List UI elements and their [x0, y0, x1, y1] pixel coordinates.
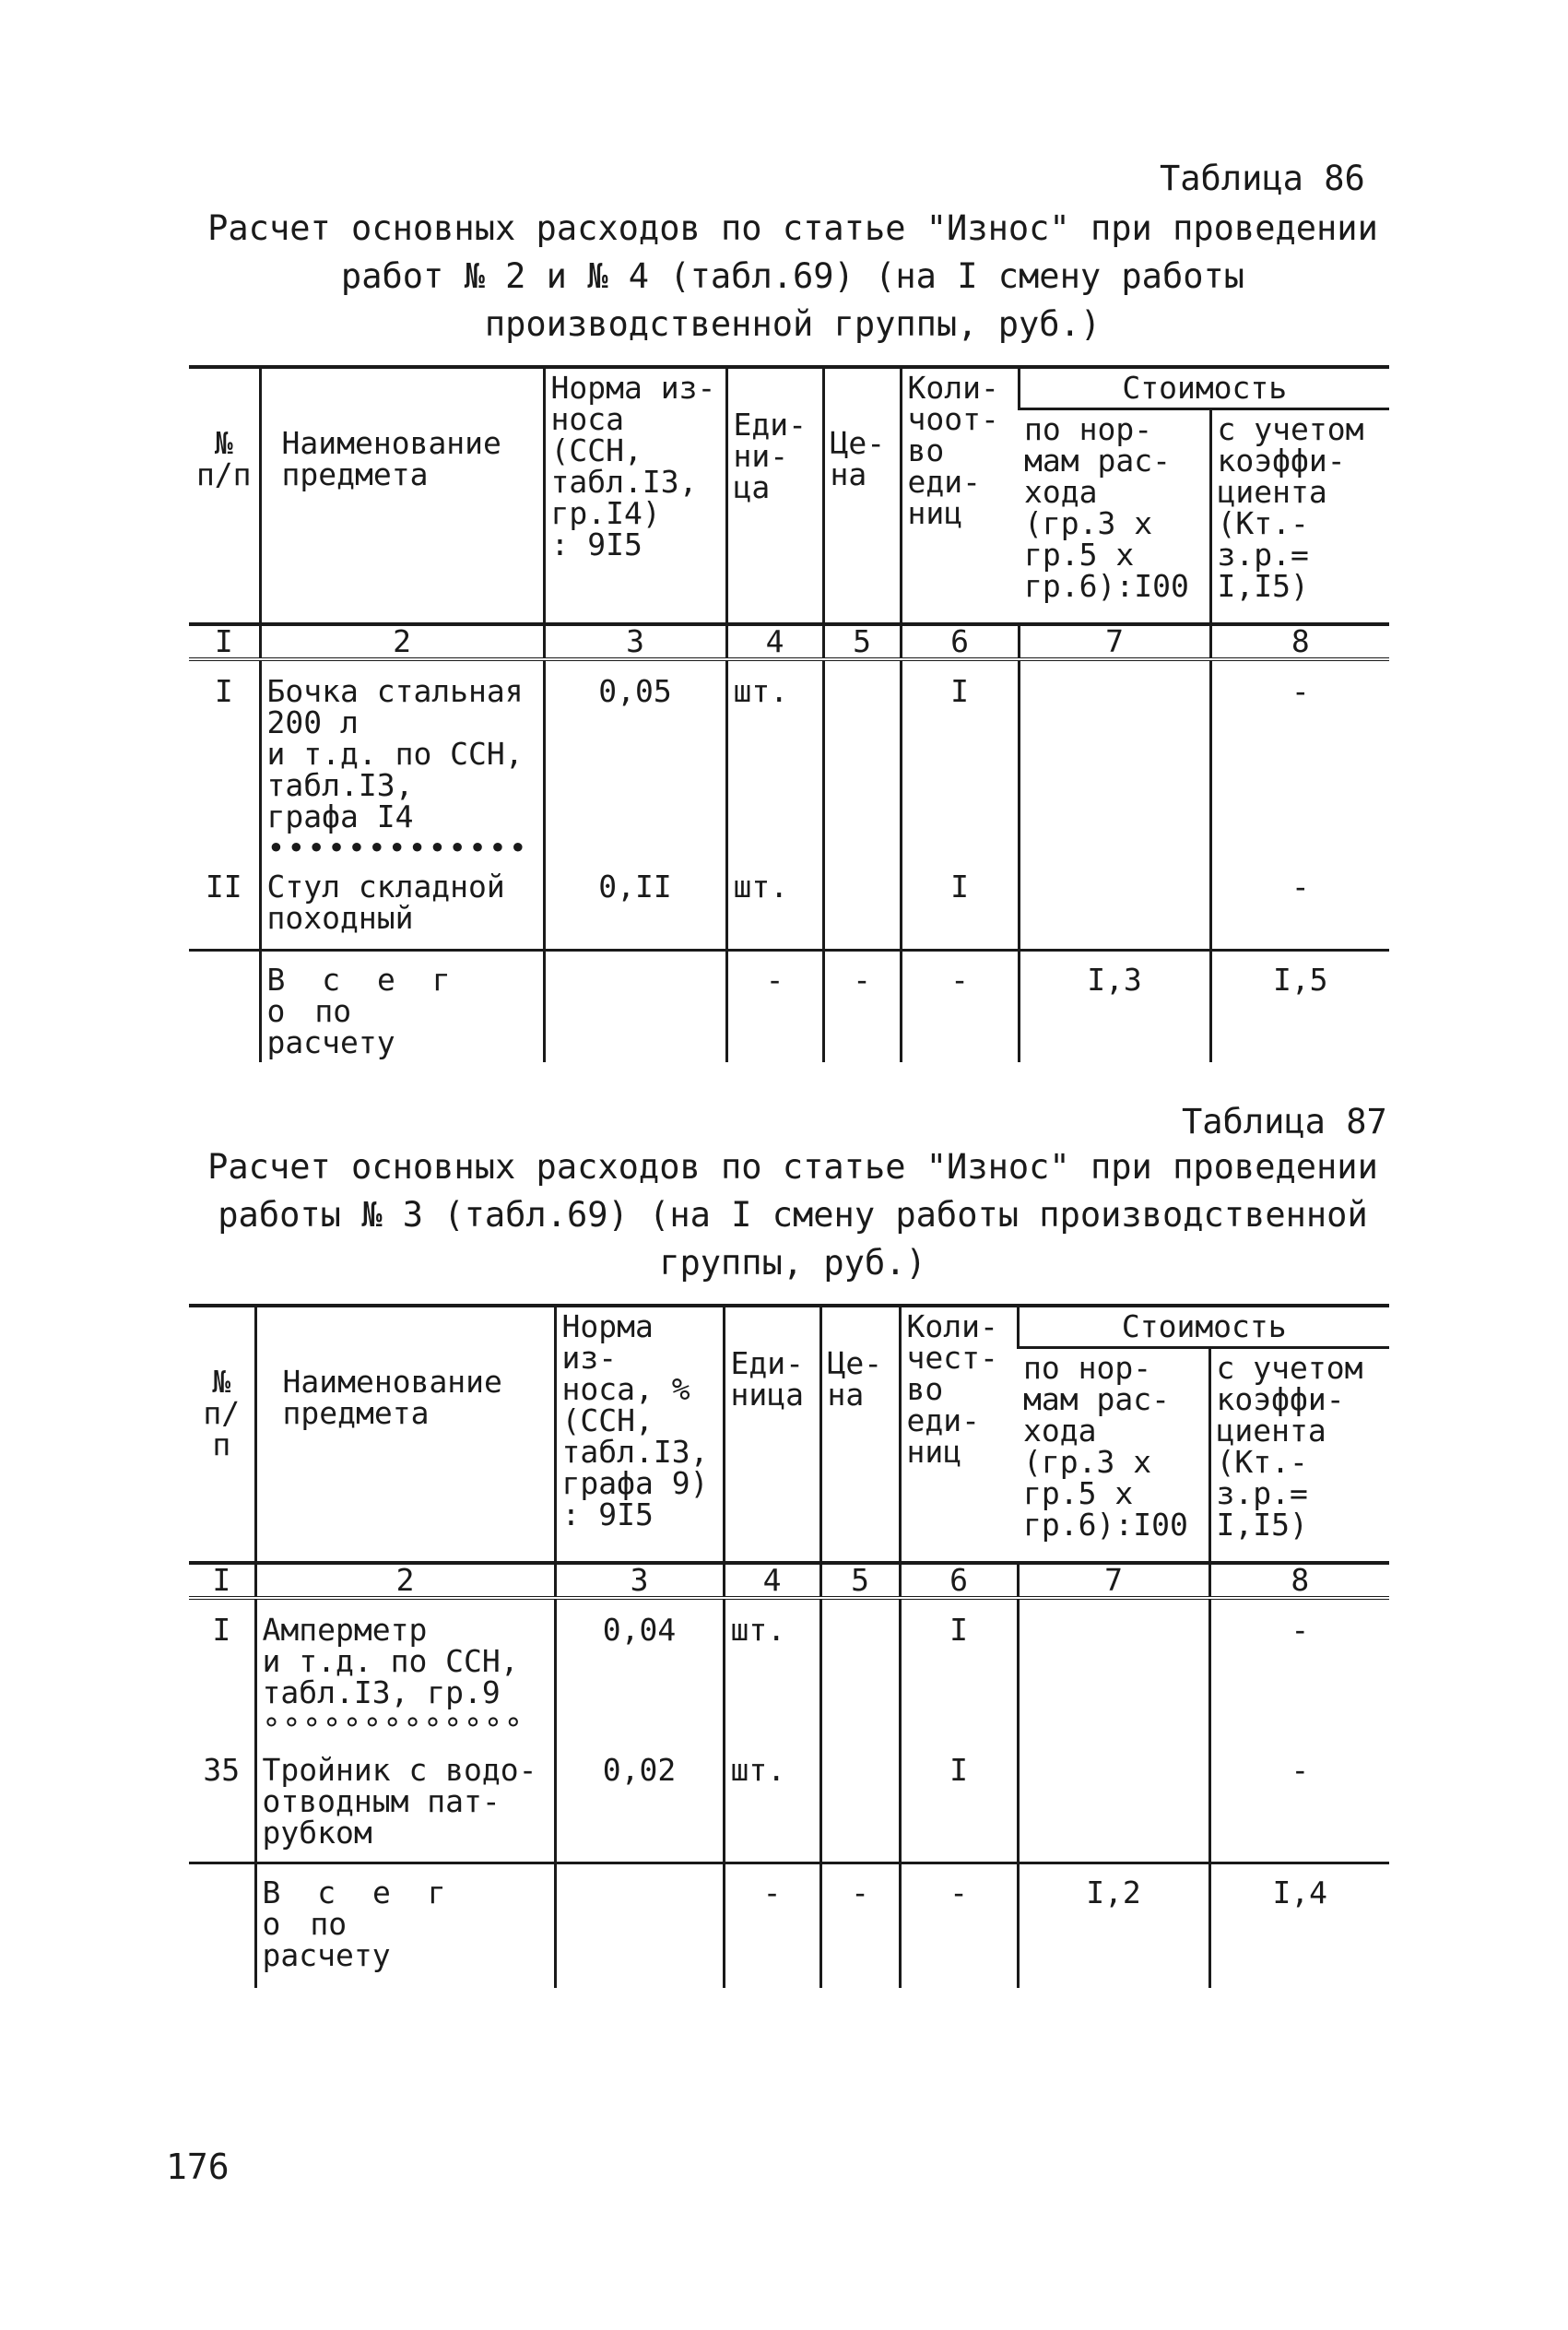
- table86: [189, 365, 1389, 1062]
- header-qty: Коли- чест- во еди- ниц: [900, 1306, 1018, 1563]
- table87: [189, 1304, 1389, 1988]
- row-price: [823, 868, 901, 951]
- row-price: [823, 659, 901, 868]
- row-qty: I: [901, 868, 1019, 951]
- row-norm: 0,05: [544, 659, 726, 868]
- row-cost-coef: -: [1210, 659, 1389, 868]
- header-cost-norm: по нор- мам рас- хода (гр.3 х гр.5 х гр.6):I00: [1023, 1350, 1188, 1543]
- row-unit: шт.: [726, 868, 823, 951]
- row-norm: 0,04: [555, 1598, 724, 1749]
- row-qty: I: [901, 659, 1019, 868]
- total-row: [189, 1863, 1389, 1989]
- col-number: 2: [260, 624, 544, 659]
- row-name: Тройник с водо- отводным пат- рубком: [255, 1749, 555, 1863]
- row-num: 35: [203, 1752, 241, 1788]
- total-label: В с е г о: [262, 1875, 455, 1942]
- row-cost-norm: [1019, 659, 1210, 868]
- col-number: 5: [820, 1563, 900, 1598]
- col-number: 3: [544, 624, 726, 659]
- row-name: Амперметр и т.д. по ССН, табл.I3, гр.9: [262, 1612, 519, 1710]
- page-number: 176: [166, 2147, 230, 2187]
- col-number: 7: [1018, 1563, 1209, 1598]
- col-number: 8: [1209, 1563, 1389, 1598]
- total-label: В с е г о: [266, 962, 460, 1029]
- row-cost-coef: -: [1210, 868, 1389, 951]
- row-price: [820, 1598, 900, 1749]
- row-name: Стул складной походный: [260, 868, 544, 951]
- col-number: 4: [724, 1563, 820, 1598]
- row-num: I: [214, 673, 233, 709]
- col-number: 7: [1019, 624, 1210, 659]
- row-num: II: [205, 869, 242, 905]
- col-number: I: [189, 1563, 255, 1598]
- table86-label: Таблица 86: [1160, 159, 1365, 198]
- header-cost-coef: с учетом коэффи- циента (Кт.-з.р.= I,I5): [1210, 409, 1389, 625]
- col-number: 3: [555, 1563, 724, 1598]
- row-qty: I: [900, 1598, 1018, 1749]
- header-num: № п/п: [189, 367, 260, 624]
- table-row: [189, 1749, 1389, 1863]
- table86-caption: Расчет основных расходов по статье "Износ" при проведении работ № 2 и № 4 (табл.69) (на I смену работы производственной группы, руб.): [207, 208, 1378, 344]
- table87-label: Таблица 87: [1182, 1102, 1387, 1141]
- header-qty: Коли- чоот- во еди- ниц: [901, 367, 1019, 624]
- row-unit: шт.: [726, 659, 823, 868]
- table87-caption: Расчет основных расходов по статье "Износ" при проведении работы № 3 (табл.69) (на I смену работы производственной группы, руб.): [207, 1147, 1378, 1283]
- total-unit: -: [724, 1863, 820, 1989]
- header-unit: Еди- ни- ца: [726, 367, 823, 624]
- table-row: [189, 868, 1389, 951]
- total-cost-norm: I,2: [1018, 1863, 1209, 1989]
- header-unit: Еди- ница: [724, 1306, 820, 1563]
- row-price: [820, 1749, 900, 1863]
- total-unit: -: [726, 951, 823, 1063]
- row-unit: шт.: [724, 1598, 820, 1749]
- total-label-raschetu: расчету: [266, 1024, 395, 1060]
- row-cost-norm: [1018, 1749, 1209, 1863]
- row-unit: шт.: [724, 1749, 820, 1863]
- total-cost-coef: I,5: [1210, 951, 1389, 1063]
- total-label-raschetu: расчету: [262, 1937, 391, 1973]
- total-cost-coef: I,4: [1209, 1863, 1389, 1989]
- row-cost-norm: [1018, 1598, 1209, 1749]
- row-num: I: [212, 1612, 231, 1648]
- header-name: Наименование предмета: [260, 367, 544, 624]
- header-cost: Стоимость: [1019, 367, 1389, 409]
- col-number: 5: [823, 624, 901, 659]
- row-cost-coef: -: [1209, 1598, 1389, 1749]
- col-number: 8: [1210, 624, 1389, 659]
- row-cost-coef: -: [1209, 1749, 1389, 1863]
- row-dots: °°°°°°°°°°°°°: [262, 1711, 525, 1747]
- total-qty: -: [901, 951, 1019, 1063]
- row-norm: 0,II: [544, 868, 726, 951]
- total-label-po: по: [314, 993, 352, 1029]
- header-cost-coef: с учетом коэффи- циента (Кт.-з.р.= I,I5): [1209, 1348, 1389, 1564]
- row-norm: 0,02: [555, 1749, 724, 1863]
- header-cost-norm: по нор- мам рас- хода (гр.3 х гр.5 х гр.6):I00: [1024, 411, 1189, 604]
- total-qty: -: [900, 1863, 1018, 1989]
- table-row: [189, 659, 1389, 868]
- row-name: Бочка стальная 200 л и т.д. по ССН, табл.I3, графа I4: [266, 673, 524, 834]
- header-norm: Норма из- носа (ССН, табл.I3, гр.I4) : 9I5: [544, 367, 726, 624]
- total-row: [189, 951, 1389, 1063]
- header-price: Це- на: [823, 367, 901, 624]
- table-row: [189, 1598, 1389, 1749]
- col-number: 6: [900, 1563, 1018, 1598]
- total-cost-norm: I,3: [1019, 951, 1210, 1063]
- row-cost-norm: [1019, 868, 1210, 951]
- header-cost: Стоимость: [1018, 1306, 1389, 1348]
- header-norm: Норма из- носа, % (ССН, табл.I3, графа 9) : 9I5: [555, 1306, 724, 1563]
- row-qty: I: [900, 1749, 1018, 1863]
- total-label-po: по: [310, 1906, 348, 1942]
- col-number: 6: [901, 624, 1019, 659]
- header-name: Наименование предмета: [255, 1306, 555, 1563]
- total-price: -: [823, 951, 901, 1063]
- header-price: Це- на: [820, 1306, 900, 1563]
- total-price: -: [820, 1863, 900, 1989]
- header-num: № п/п: [189, 1306, 255, 1563]
- row-dots: •••••••••••••: [266, 830, 529, 866]
- col-number: 4: [726, 624, 823, 659]
- col-number: I: [189, 624, 260, 659]
- col-number: 2: [255, 1563, 555, 1598]
